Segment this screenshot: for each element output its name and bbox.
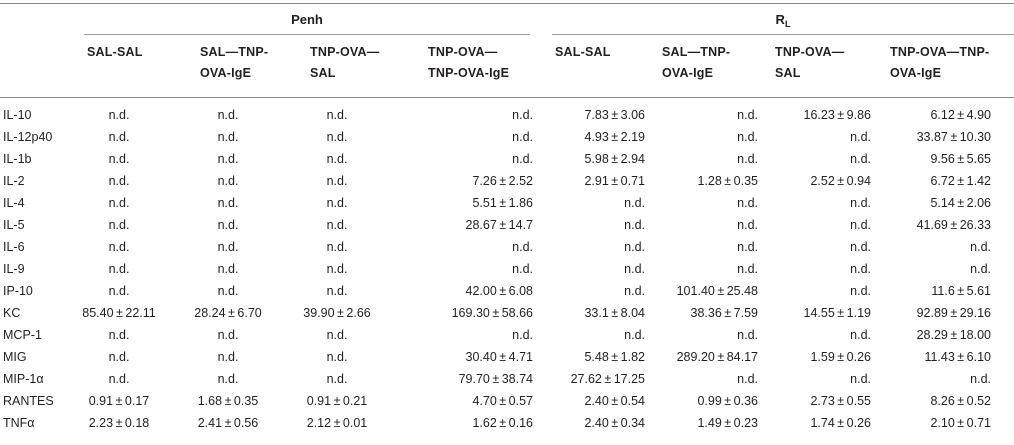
table-cell: 85.40 ± 22.11: [82, 306, 156, 320]
col-rl-sal-tnp-ova-ige: [662, 42, 730, 84]
table-cell: 14.55 ± 1.19: [803, 306, 871, 320]
table-cell: 38.36 ± 7.59: [690, 306, 758, 320]
row-label: MIP-1α: [3, 372, 44, 386]
table-cell: n.d.: [217, 350, 239, 364]
table-cell: 4.70 ± 0.57: [472, 394, 533, 408]
table-row: [0, 412, 1014, 434]
col-rl-tnp-ova-sal: [775, 42, 844, 84]
table-cell: n.d.: [108, 218, 130, 232]
table-row: [0, 346, 1014, 368]
col-label-line2: OVA-IgE: [890, 66, 942, 80]
table-cell: 41.69 ± 26.33: [916, 218, 991, 232]
table-cell: n.d.: [217, 328, 239, 342]
penh-header: Penh: [291, 12, 323, 27]
table-cell: n.d.: [217, 218, 239, 232]
table-cell: 79.70 ± 38.74: [458, 372, 533, 386]
table-cell: n.d.: [850, 196, 871, 210]
table-cell: n.d.: [217, 174, 239, 188]
table-cell: n.d.: [737, 218, 758, 232]
table-cell: 1.49 ± 0.23: [697, 416, 758, 430]
table-cell: n.d.: [108, 262, 130, 276]
table-row: [0, 368, 1014, 390]
table-cell: n.d.: [970, 262, 991, 276]
table-cell: 6.12 ± 4.90: [930, 108, 991, 122]
rl-header: [552, 9, 1014, 35]
table-cell: n.d.: [850, 152, 871, 166]
table-cell: n.d.: [737, 372, 758, 386]
table-cell: 11.43 ± 6.10: [924, 350, 991, 364]
table-cell: 289.20 ± 84.17: [676, 350, 758, 364]
table-cell: 33.87 ± 10.30: [916, 130, 991, 144]
table-cell: n.d.: [326, 196, 348, 210]
row-label: KC: [3, 306, 21, 320]
col-label-line2: SAL: [775, 66, 801, 80]
table-cell: 101.40 ± 25.48: [676, 284, 758, 298]
table-cell: n.d.: [512, 152, 533, 166]
col-penh-sal-sal: [87, 42, 143, 63]
table-cell: 2.52 ± 0.94: [810, 174, 871, 188]
table-cell: 27.62 ± 17.25: [570, 372, 645, 386]
col-label-line1: TNP-OVA—: [775, 45, 845, 59]
table-cell: 5.48 ± 1.82: [584, 350, 645, 364]
table-cell: n.d.: [624, 262, 645, 276]
table-cell: 28.29 ± 18.00: [916, 328, 991, 342]
table-cell: n.d.: [970, 240, 991, 254]
table-cell: 1.59 ± 0.26: [810, 350, 871, 364]
col-label-line1: TNP-OVA—: [428, 45, 498, 59]
col-label-line1: SAL—TNP-: [662, 45, 731, 59]
col-penh-tnp-ova-sal: [310, 42, 379, 84]
table-cell: 0.91 ± 0.21: [306, 394, 368, 408]
table-cell: n.d.: [624, 218, 645, 232]
table-row: [0, 236, 1014, 258]
table-body: [0, 104, 1014, 434]
table-cell: n.d.: [326, 218, 348, 232]
table-cell: 2.40 ± 0.54: [584, 394, 645, 408]
penh-underline: [84, 34, 530, 35]
table-cell: 5.51 ± 1.86: [472, 196, 533, 210]
table-cell: n.d.: [108, 196, 130, 210]
table-cell: n.d.: [217, 372, 239, 386]
table-cell: 2.23 ± 0.18: [88, 416, 150, 430]
table-row: [0, 170, 1014, 192]
table-cell: 2.41 ± 0.56: [197, 416, 259, 430]
col-label-line2: OVA-IgE: [200, 66, 252, 80]
table-cell: n.d.: [512, 108, 533, 122]
row-label: IL-4: [3, 196, 25, 210]
table-row: [0, 126, 1014, 148]
table-cell: n.d.: [108, 130, 130, 144]
table-cell: n.d.: [624, 328, 645, 342]
table-cell: 16.23 ± 9.86: [803, 108, 871, 122]
table-cell: n.d.: [512, 240, 533, 254]
table-cell: n.d.: [737, 108, 758, 122]
table-cell: n.d.: [624, 284, 645, 298]
table-cell: n.d.: [108, 152, 130, 166]
table-cell: n.d.: [850, 218, 871, 232]
table-cell: 28.67 ± 14.7: [465, 218, 533, 232]
table-cell: 0.91 ± 0.17: [88, 394, 150, 408]
table-cell: n.d.: [624, 196, 645, 210]
table-cell: n.d.: [326, 174, 348, 188]
col-label: SAL-SAL: [87, 45, 143, 59]
table-cell: n.d.: [217, 240, 239, 254]
top-rule: [0, 3, 1014, 4]
table-cell: n.d.: [737, 152, 758, 166]
table-cell: 5.14 ± 2.06: [930, 196, 991, 210]
table-row: [0, 258, 1014, 280]
table-cell: 1.68 ± 0.35: [197, 394, 259, 408]
table-cell: n.d.: [850, 130, 871, 144]
table-cell: n.d.: [850, 284, 871, 298]
table-cell: n.d.: [326, 262, 348, 276]
table-cell: n.d.: [737, 130, 758, 144]
row-label: MIG: [3, 350, 27, 364]
table-cell: n.d.: [108, 328, 130, 342]
table-cell: 2.10 ± 0.71: [930, 416, 991, 430]
table-cell: n.d.: [326, 240, 348, 254]
col-label-line2: OVA-IgE: [662, 66, 714, 80]
table-cell: 33.1 ± 8.04: [584, 306, 645, 320]
table-cell: 2.73 ± 0.55: [810, 394, 871, 408]
table-row: [0, 148, 1014, 170]
table-cell: 1.28 ± 0.35: [697, 174, 758, 188]
table-cell: n.d.: [326, 152, 348, 166]
table-cell: n.d.: [217, 152, 239, 166]
table-cell: n.d.: [737, 328, 758, 342]
row-label: IL-10: [3, 108, 32, 122]
table-cell: n.d.: [850, 240, 871, 254]
table-row: [0, 324, 1014, 346]
col-rl-sal-sal: [555, 42, 611, 63]
col-penh-sal-tnp-ova-ige: [200, 42, 268, 84]
col-label-line1: SAL—TNP-: [200, 45, 269, 59]
table-cell: n.d.: [737, 240, 758, 254]
table-cell: 8.26 ± 0.52: [930, 394, 991, 408]
table-cell: n.d.: [326, 350, 348, 364]
row-label: TNFα: [3, 416, 35, 430]
table-cell: n.d.: [217, 262, 239, 276]
col-label: SAL-SAL: [555, 45, 611, 59]
row-label: IL-5: [3, 218, 25, 232]
table-cell: n.d.: [737, 262, 758, 276]
table-cell: 30.40 ± 4.71: [465, 350, 533, 364]
table-cell: n.d.: [108, 240, 130, 254]
table-cell: n.d.: [108, 372, 130, 386]
table-cell: n.d.: [512, 262, 533, 276]
table-cell: 5.98 ± 2.94: [584, 152, 645, 166]
table-cell: n.d.: [326, 284, 348, 298]
table-cell: n.d.: [850, 372, 871, 386]
table-row: [0, 214, 1014, 236]
table-row: [0, 302, 1014, 324]
table-cell: n.d.: [217, 130, 239, 144]
table-cell: 2.12 ± 0.01: [306, 416, 368, 430]
table-cell: 169.30 ± 58.66: [451, 306, 533, 320]
row-label: IL-2: [3, 174, 25, 188]
col-label-line1: TNP-OVA—: [310, 45, 380, 59]
table-cell: 42.00 ± 6.08: [465, 284, 533, 298]
table-cell: n.d.: [512, 328, 533, 342]
table-row: [0, 192, 1014, 214]
table-cell: 2.91 ± 0.71: [584, 174, 645, 188]
col-label-line1: TNP-OVA—TNP-: [890, 45, 990, 59]
table-row: [0, 390, 1014, 412]
table-cell: n.d.: [108, 108, 130, 122]
table-cell: 92.89 ± 29.16: [916, 306, 991, 320]
table-cell: n.d.: [326, 130, 348, 144]
table-cell: n.d.: [850, 262, 871, 276]
table-cell: n.d.: [512, 130, 533, 144]
table-cell: n.d.: [326, 108, 348, 122]
row-label: MCP-1: [3, 328, 42, 342]
table-cell: n.d.: [624, 240, 645, 254]
table-cell: 28.24 ± 6.70: [194, 306, 262, 320]
table-cell: 9.56 ± 5.65: [930, 152, 991, 166]
row-label: IL-6: [3, 240, 25, 254]
table-cell: 0.99 ± 0.36: [697, 394, 758, 408]
table-cell: n.d.: [108, 174, 130, 188]
table-row: [0, 280, 1014, 302]
table-cell: n.d.: [737, 196, 758, 210]
table-cell: n.d.: [326, 372, 348, 386]
row-label: IL-9: [3, 262, 25, 276]
table-cell: 2.40 ± 0.34: [584, 416, 645, 430]
table-cell: 11.6 ± 5.61: [931, 284, 991, 298]
table-cell: n.d.: [217, 108, 239, 122]
col-rl-tnp-ova-tnp-ova-ige: [890, 42, 989, 84]
rl-header-subscript: L: [784, 19, 791, 29]
table-row: [0, 104, 1014, 126]
col-penh-tnp-ova-tnp-ova-ige: [428, 42, 509, 84]
table-cell: n.d.: [108, 284, 130, 298]
table-cell: 4.93 ± 2.19: [584, 130, 645, 144]
table-cell: 7.83 ± 3.06: [584, 108, 645, 122]
row-label: IL-1b: [3, 152, 32, 166]
table-cell: n.d.: [850, 328, 871, 342]
row-label: IL-12p40: [3, 130, 53, 144]
table-cell: n.d.: [326, 328, 348, 342]
table-cell: 7.26 ± 2.52: [472, 174, 533, 188]
table-cell: 39.90 ± 2.66: [303, 306, 371, 320]
table-cell: n.d.: [217, 196, 239, 210]
table-cell: n.d.: [970, 372, 991, 386]
table-cell: n.d.: [217, 284, 239, 298]
col-label-line2: TNP-OVA-IgE: [428, 66, 510, 80]
header-rule: [0, 97, 1014, 98]
row-label: RANTES: [3, 394, 54, 408]
rl-header-main: R: [775, 12, 785, 27]
table-cell: 1.62 ± 0.16: [472, 416, 533, 430]
row-label: IP-10: [3, 284, 33, 298]
col-label-line2: SAL: [310, 66, 336, 80]
table-cell: 1.74 ± 0.26: [810, 416, 871, 430]
table-cell: 6.72 ± 1.42: [930, 174, 991, 188]
table-cell: n.d.: [108, 350, 130, 364]
